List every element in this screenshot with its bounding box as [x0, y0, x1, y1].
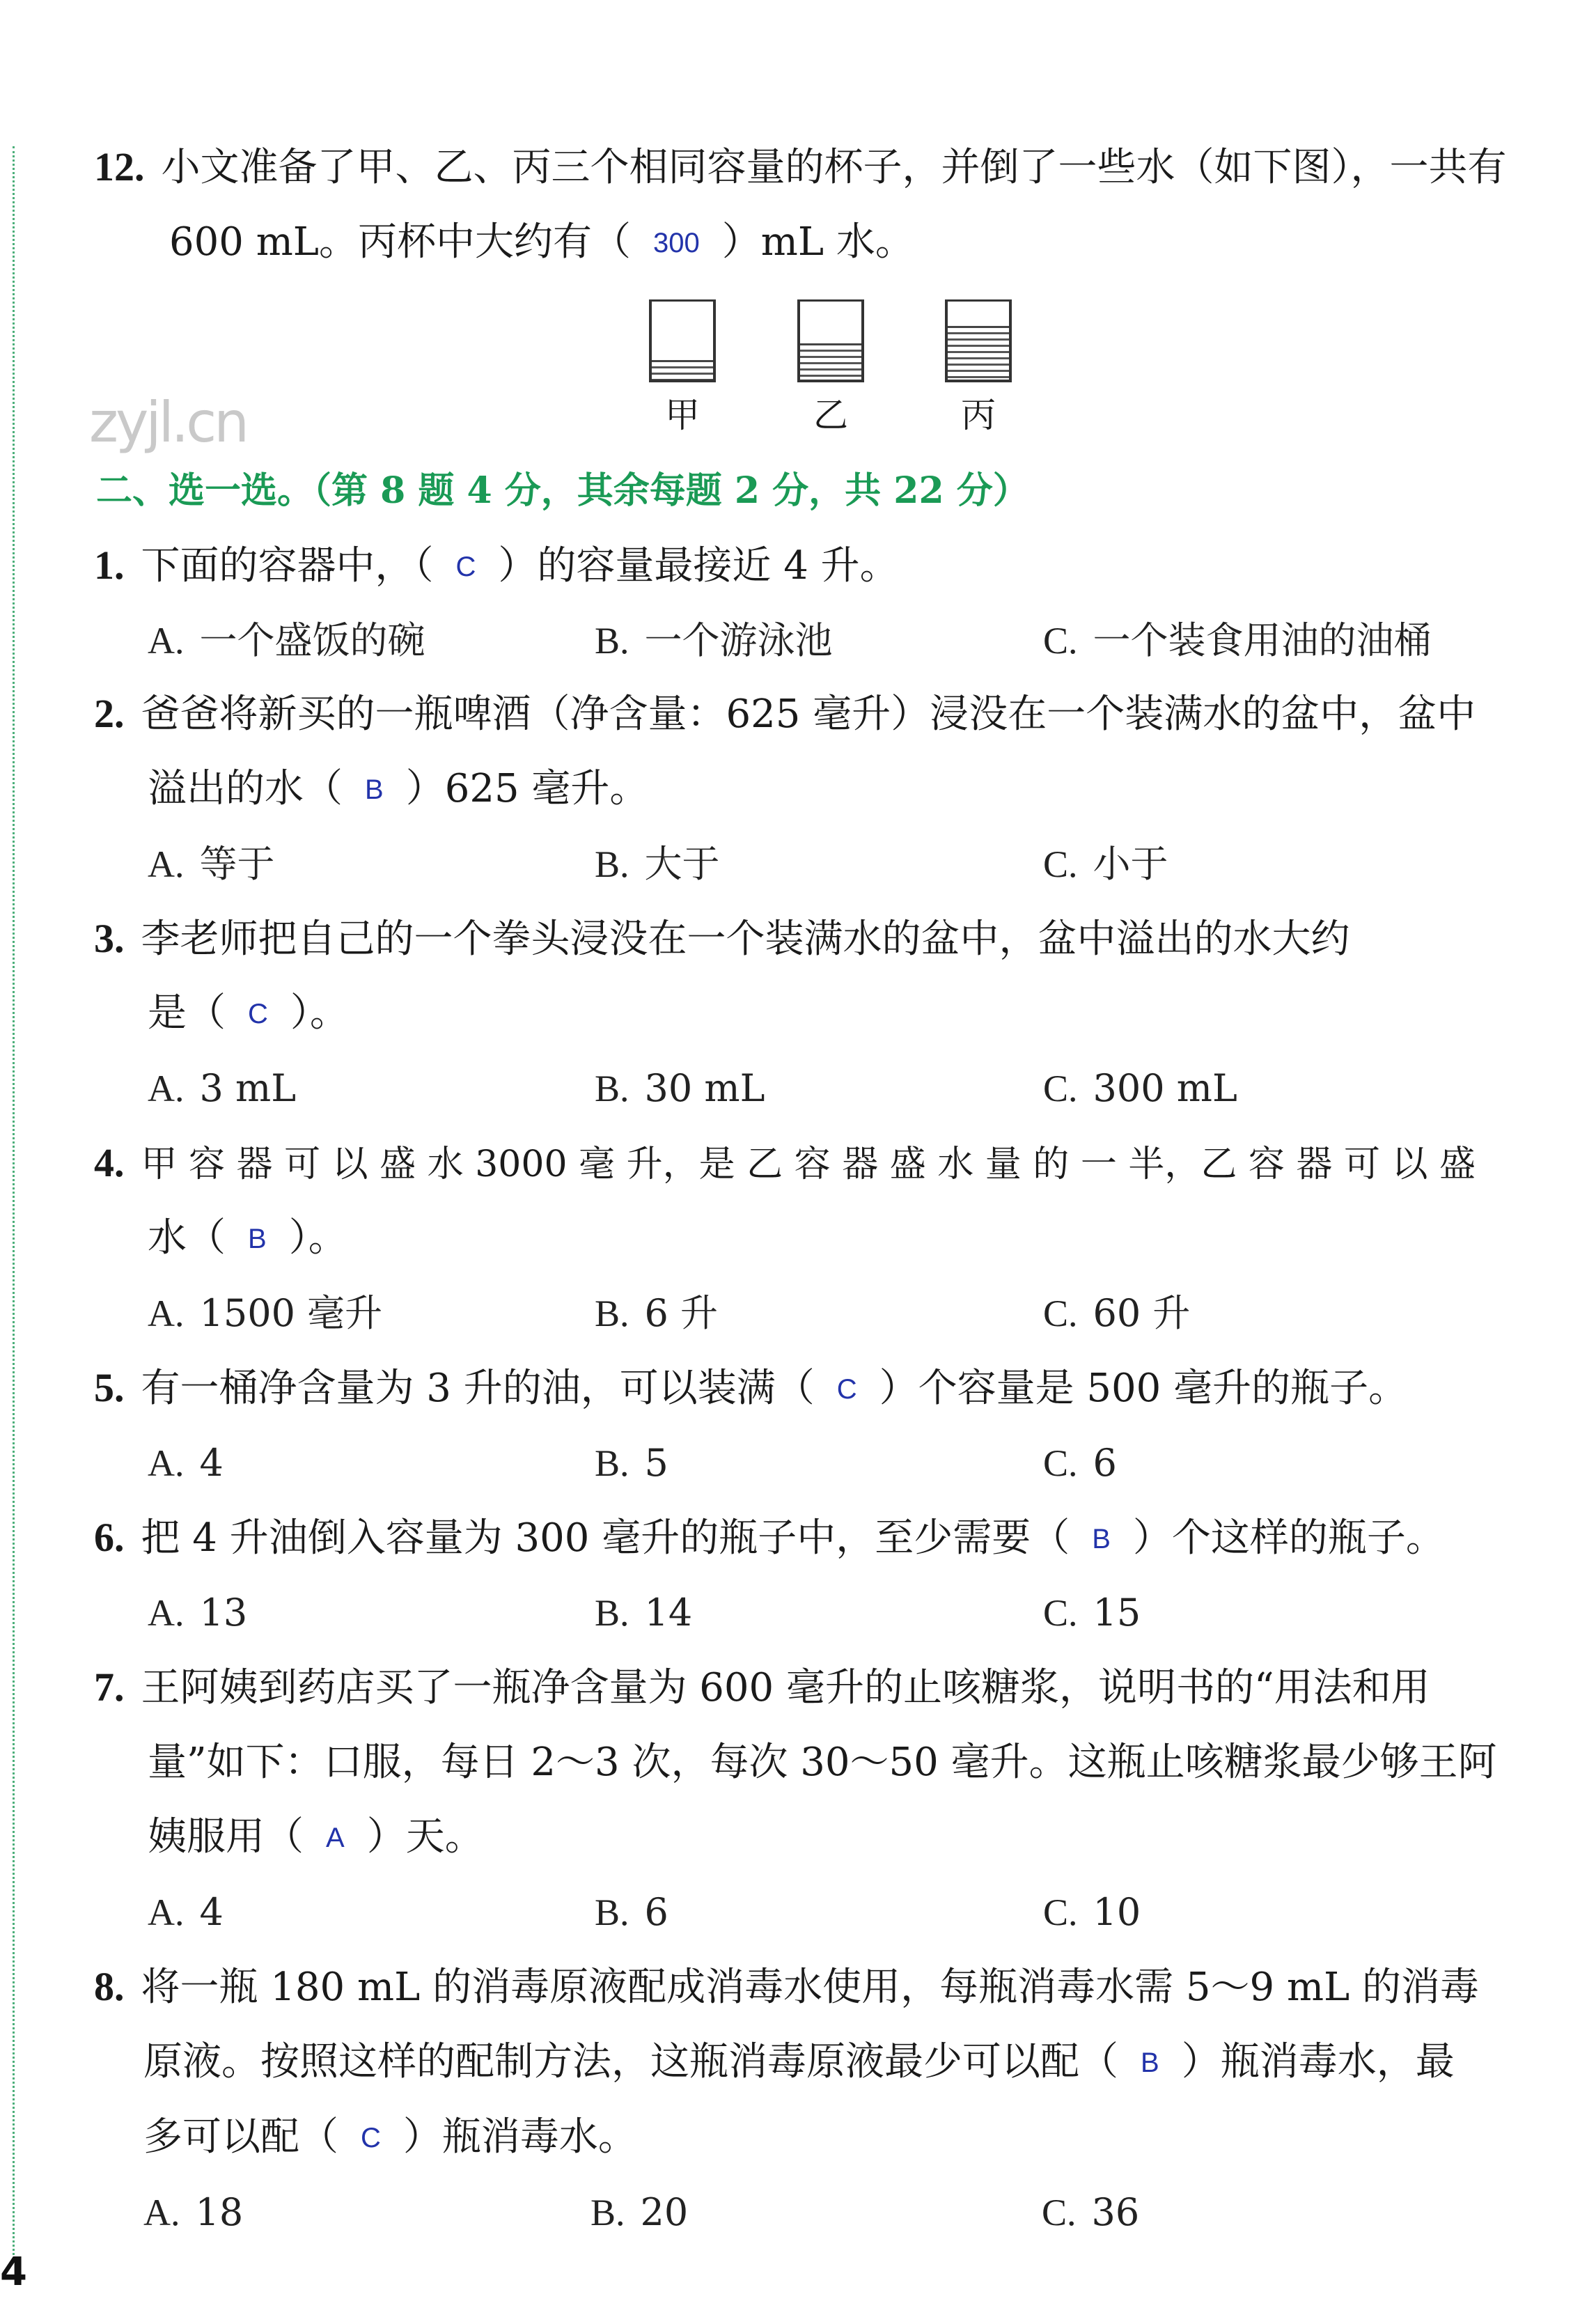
q2-line1	[94, 689, 1476, 739]
q2-text-2a: 溢出的水（	[148, 766, 343, 811]
q5-number: 5.	[94, 1365, 125, 1410]
q5-text-a: 有一桶净含量为 3 升的油，可以装满（	[141, 1366, 815, 1411]
q2-option-b	[595, 840, 720, 889]
q8-option-a-text: 18	[195, 2190, 244, 2234]
cup-jia-label: 甲	[665, 395, 700, 435]
q8-text-1: 将一瓶 180 mL 的消毒原液配成消毒水使用，每瓶消毒水需 5～9 mL 的消毒	[141, 1965, 1480, 2010]
q5-option-a-text: 4	[199, 1441, 224, 1485]
option-letter: C.	[1043, 1892, 1078, 1933]
option-letter: B.	[595, 1293, 629, 1334]
q12-answer: 300	[652, 228, 700, 258]
q4-number: 4.	[94, 1140, 125, 1185]
q7-option-b	[595, 1888, 668, 1937]
option-letter: A.	[148, 620, 185, 662]
q5-option-c-text: 6	[1093, 1441, 1117, 1485]
q6-option-a-text: 13	[199, 1591, 248, 1635]
q1-option-b-text: 一个游泳池	[644, 618, 833, 662]
cup-jia	[649, 299, 716, 382]
q2-answer: B	[365, 774, 384, 805]
cup-bing-label: 丙	[961, 395, 996, 435]
q5-option-b-text: 5	[644, 1441, 668, 1485]
option-letter: B.	[595, 620, 629, 662]
q4-answer: B	[248, 1224, 267, 1254]
option-letter: A.	[148, 1592, 185, 1634]
q12-line2	[169, 218, 914, 267]
q7-text-1: 王阿姨到药店买了一瓶净含量为 600 毫升的止咳糖浆，说明书的“用法和用	[141, 1665, 1430, 1710]
q8-option-c	[1042, 2188, 1139, 2237]
q4-text-2a: 水（	[148, 1215, 226, 1261]
q3-option-a-text: 3 mL	[199, 1066, 297, 1110]
q3-option-b	[595, 1064, 765, 1113]
q4-line1	[94, 1139, 1476, 1189]
q8-option-a	[143, 2188, 243, 2237]
q1-option-c-text: 一个装食用油的油桶	[1093, 618, 1432, 662]
option-letter: C.	[1043, 1442, 1078, 1484]
q4-option-c-text: 60 升	[1093, 1291, 1191, 1335]
q2-number: 2.	[94, 691, 125, 736]
q1-option-a-text: 一个盛饭的碗	[199, 618, 425, 662]
option-letter: A.	[148, 843, 185, 885]
q2-option-a	[148, 840, 275, 889]
cup-jia-water	[652, 360, 713, 380]
cup-bing	[945, 299, 1012, 382]
watermark: zyjl.cn	[89, 390, 247, 455]
option-letter: A.	[148, 1068, 185, 1109]
q12-text-2b: ）mL 水。	[721, 219, 914, 265]
option-letter: C.	[1043, 1068, 1078, 1109]
q1-line1	[94, 541, 899, 591]
option-letter: C.	[1042, 2192, 1077, 2233]
q1-text-a: 下面的容器中，（	[141, 543, 434, 588]
option-letter: A.	[148, 1892, 185, 1933]
q4-option-b	[595, 1289, 718, 1338]
section-title: 二、选一选。（第 8 题 4 分，其余每题 2 分，共 22 分）	[96, 469, 1029, 512]
q1-text-b: ）的容量最接近 4 升。	[498, 543, 899, 588]
q2-option-c-text: 小于	[1093, 842, 1168, 886]
q5-line1	[94, 1364, 1407, 1414]
option-letter: C.	[1043, 1592, 1078, 1634]
q1-option-c	[1043, 616, 1432, 665]
q6-option-b-text: 14	[644, 1591, 693, 1635]
q1-option-a	[148, 616, 425, 665]
q8-answer-1: B	[1141, 2048, 1159, 2078]
q7-text-2: 量”如下：口服，每日 2～3 次，每次 30～50 毫升。这瓶止咳糖浆最少够王阿	[148, 1740, 1497, 1785]
q12-text-1: 小文准备了甲、乙、丙三个相同容量的杯子，并倒了一些水（如下图），一共有	[161, 145, 1507, 190]
q7-option-a-text: 4	[199, 1890, 224, 1934]
q1-option-b	[595, 616, 833, 665]
margin-dotted-line	[13, 146, 15, 2259]
q2-option-b-text: 大于	[644, 842, 720, 886]
q6-line1	[94, 1513, 1445, 1563]
q6-option-a	[148, 1589, 247, 1637]
q2-option-a-text: 等于	[199, 842, 275, 886]
q6-answer: B	[1092, 1524, 1111, 1554]
q4-option-a	[148, 1289, 382, 1338]
q6-option-c-text: 15	[1093, 1591, 1141, 1635]
q8-option-b-text: 20	[640, 2190, 689, 2234]
q6-text-a: 把 4 升油倒入容量为 300 毫升的瓶子中，至少需要（	[141, 1515, 1070, 1561]
cup-yi	[797, 299, 864, 382]
q8-number: 8.	[94, 1964, 125, 2009]
q4-option-a-text: 1500 毫升	[199, 1291, 383, 1335]
q8-option-b	[590, 2188, 688, 2237]
option-letter: B.	[595, 843, 629, 885]
page-number: 4	[0, 2249, 27, 2295]
q5-answer: C	[836, 1374, 857, 1405]
q6-option-b	[595, 1589, 692, 1637]
q7-line3	[148, 1813, 484, 1862]
q3-option-c-text: 300 mL	[1093, 1066, 1237, 1110]
q3-line2	[148, 989, 349, 1038]
q3-number: 3.	[94, 916, 125, 961]
q2-option-c	[1043, 840, 1168, 889]
q6-text-b: ）个这样的瓶子。	[1132, 1515, 1445, 1561]
q5-option-c	[1043, 1439, 1117, 1488]
q12-line1	[94, 143, 1507, 192]
q8-line2	[143, 2038, 1455, 2087]
q12-text-2a: 600 mL。丙杯中大约有（	[169, 219, 631, 265]
q7-option-b-text: 6	[644, 1890, 668, 1934]
q3-option-a	[148, 1064, 296, 1113]
q2-text-1: 爸爸将新买的一瓶啤酒（净含量：625 毫升）浸没在一个装满水的盆中，盆中	[141, 692, 1476, 737]
q3-line1	[94, 914, 1350, 964]
option-letter: C.	[1043, 620, 1078, 662]
q8-text-3b: ）瓶消毒水。	[402, 2114, 637, 2160]
option-letter: B.	[595, 1592, 629, 1634]
option-letter: B.	[590, 2192, 625, 2233]
q4-option-c	[1043, 1289, 1190, 1338]
cup-yi-label: 乙	[813, 395, 848, 435]
q5-option-b	[595, 1439, 668, 1488]
q2-line2	[148, 765, 648, 814]
q7-option-c-text: 10	[1093, 1890, 1141, 1934]
q1-answer: C	[455, 552, 476, 582]
option-letter: B.	[595, 1892, 629, 1933]
q1-number: 1.	[94, 543, 125, 588]
cup-yi-water	[800, 343, 861, 380]
q8-text-3a: 多可以配（	[143, 2114, 338, 2160]
q6-option-c	[1043, 1589, 1141, 1637]
q12-number: 12.	[94, 144, 145, 189]
q7-text-3a: 姨服用（	[148, 1814, 304, 1859]
q8-line3	[143, 2113, 637, 2162]
q4-text-1: 甲 容 器 可 以 盛 水 3000 毫 升，是 乙 容 器 盛 水 量 的 一 半，乙 容 器 可 以 盛	[141, 1144, 1476, 1185]
cup-bing-water	[948, 326, 1009, 380]
q8-line1	[94, 1963, 1479, 2012]
q7-line2	[148, 1738, 1497, 1787]
q7-option-c	[1043, 1888, 1141, 1937]
q3-text-2a: 是（	[148, 990, 226, 1036]
q8-option-c-text: 36	[1091, 2190, 1140, 2234]
q8-text-2b: ）瓶消毒水，最	[1181, 2039, 1455, 2084]
q5-text-b: ）个容量是 500 毫升的瓶子。	[879, 1366, 1408, 1411]
q3-option-b-text: 30 mL	[644, 1066, 765, 1110]
q3-text-1: 李老师把自己的一个拳头浸没在一个装满水的盆中，盆中溢出的水大约	[141, 916, 1350, 962]
q8-answer-2: C	[361, 2123, 381, 2153]
option-letter: A.	[148, 1442, 185, 1484]
option-letter: C.	[1043, 843, 1078, 885]
q7-text-3b: ）天。	[366, 1814, 484, 1859]
option-letter: B.	[595, 1068, 629, 1109]
q6-number: 6.	[94, 1515, 125, 1560]
q8-text-2a: 原液。按照这样的配制方法，这瓶消毒原液最少可以配（	[143, 2039, 1118, 2084]
q7-number: 7.	[94, 1664, 125, 1710]
q4-text-2b: ）。	[288, 1215, 347, 1261]
q3-option-c	[1043, 1064, 1237, 1113]
q3-answer: C	[248, 999, 268, 1029]
option-letter: C.	[1043, 1293, 1078, 1334]
q2-text-2b: ）625 毫升。	[405, 766, 649, 811]
q7-answer: A	[326, 1823, 345, 1853]
option-letter: B.	[595, 1442, 629, 1484]
q5-option-a	[148, 1439, 224, 1488]
option-letter: A.	[143, 2192, 180, 2233]
q4-line2	[148, 1214, 347, 1263]
option-letter: A.	[148, 1293, 185, 1334]
q7-option-a	[148, 1888, 224, 1937]
q3-text-2b: ）。	[290, 990, 349, 1036]
q4-option-b-text: 6 升	[644, 1291, 719, 1335]
q7-line1	[94, 1663, 1430, 1713]
